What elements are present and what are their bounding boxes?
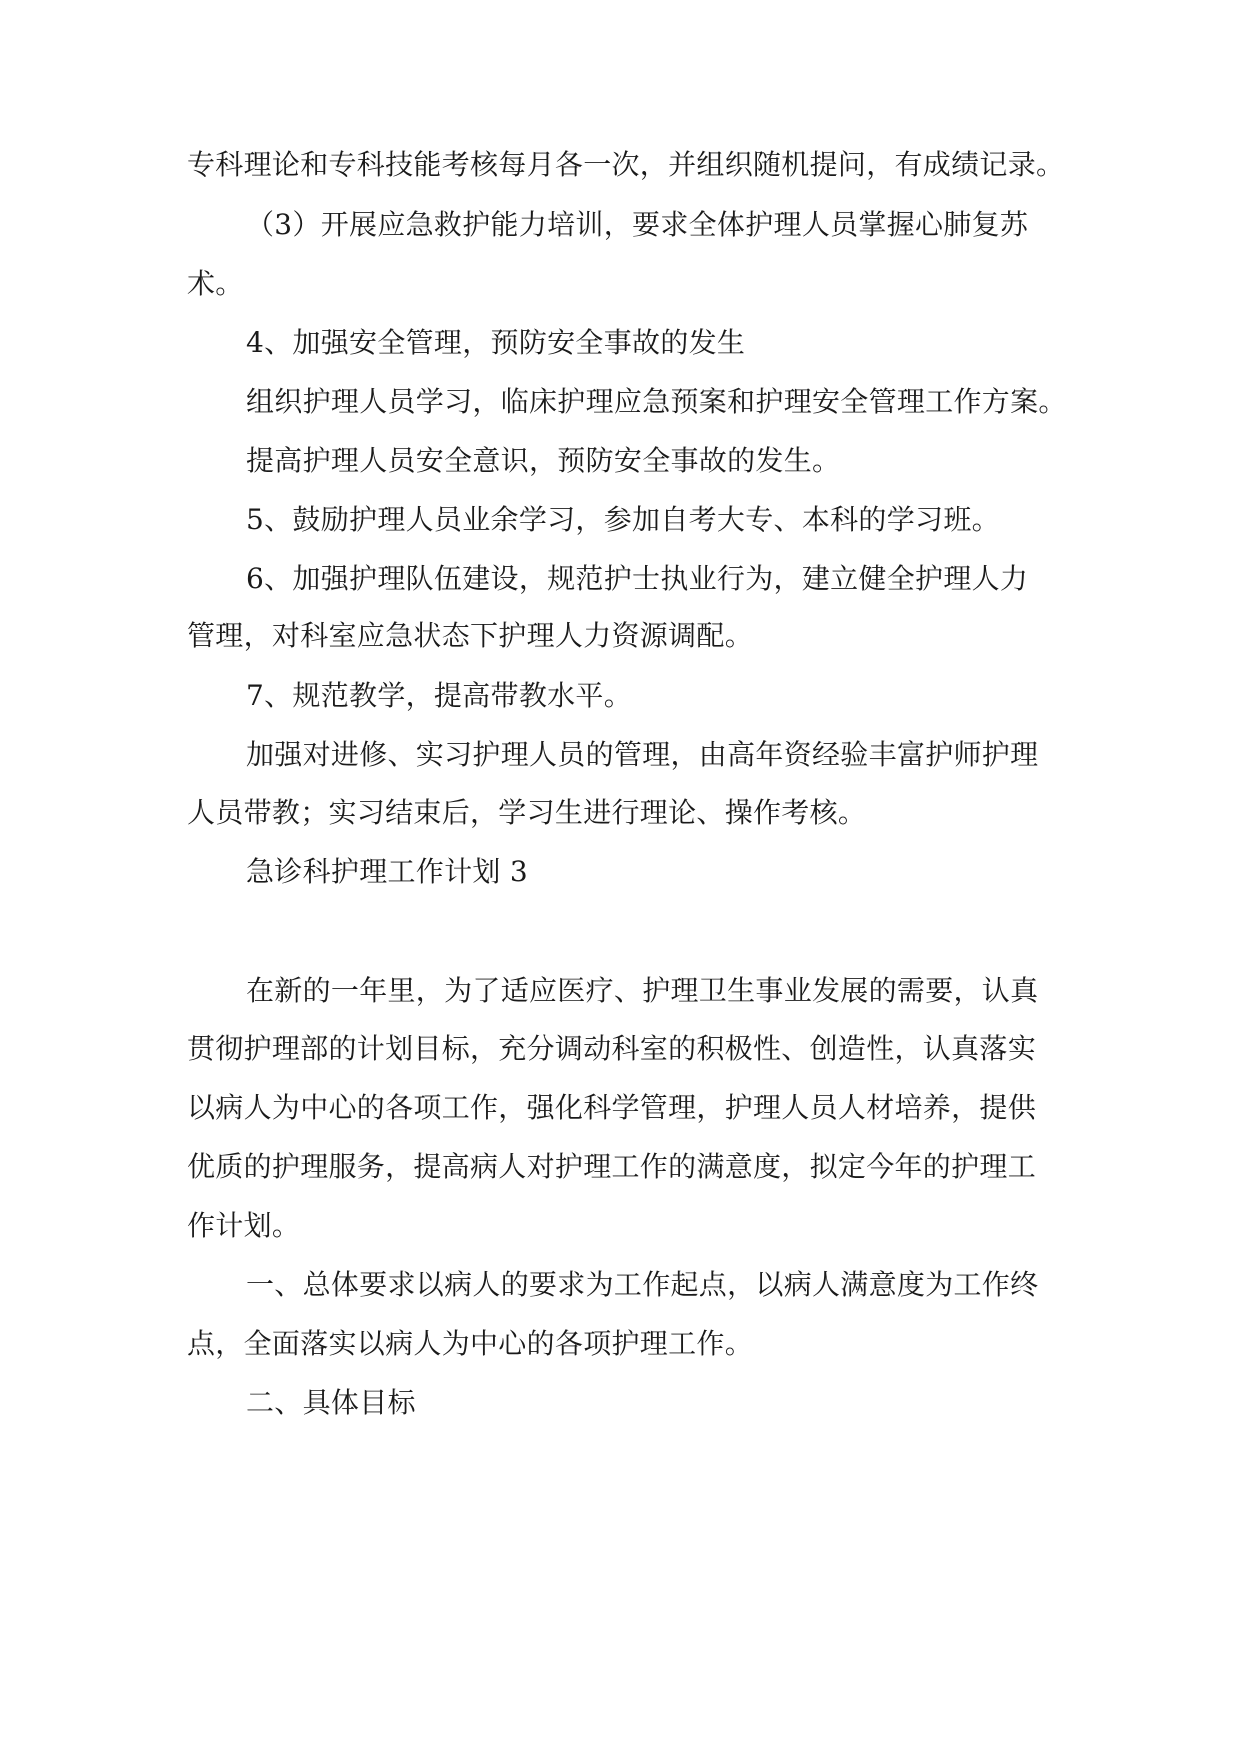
text-line-15: 贯彻护理部的计划目标，充分调动科室的积极性、创造性，认真落实 bbox=[187, 1032, 1037, 1065]
text-line-11: 加强对进修、实习护理人员的管理，由高年资经验丰富护师护理 bbox=[246, 738, 1039, 771]
document-subtitle: 急诊科护理工作计划 3 bbox=[246, 855, 529, 888]
text-line-9: 管理，对科室应急状态下护理人力资源调配。 bbox=[187, 619, 754, 652]
text-line-18: 作计划。 bbox=[187, 1209, 301, 1242]
text-line-5: 组织护理人员学习，临床护理应急预案和护理安全管理工作方案。 bbox=[246, 385, 1067, 418]
text-line-12: 人员带教；实习结束后，学习生进行理论、操作考核。 bbox=[187, 796, 867, 829]
section-heading-4: 4、加强安全管理，预防安全事故的发生 bbox=[246, 326, 746, 359]
text-line-1: 专科理论和专科技能考核每月各一次，并组织随机提问，有成绩记录。 bbox=[187, 148, 1065, 181]
text-line-17: 优质的护理服务，提高病人对护理工作的满意度，拟定今年的护理工 bbox=[187, 1150, 1037, 1183]
section-heading-7: 7、规范教学，提高带教水平。 bbox=[246, 679, 633, 712]
text-line-6: 提高护理人员安全意识，预防安全事故的发生。 bbox=[246, 444, 841, 477]
text-line-2: （3）开展应急救护能力培训，要求全体护理人员掌握心肺复苏 bbox=[246, 208, 1029, 241]
section-heading-specific-goals: 二、具体目标 bbox=[246, 1386, 416, 1419]
text-line-16: 以病人为中心的各项工作，强化科学管理，护理人员人材培养，提供 bbox=[187, 1091, 1037, 1124]
section-heading-5: 5、鼓励护理人员业余学习，参加自考大专、本科的学习班。 bbox=[246, 503, 1000, 536]
text-line-14: 在新的一年里，为了适应医疗、护理卫生事业发展的需要，认真 bbox=[246, 974, 1039, 1007]
text-line-19: 一、总体要求以病人的要求为工作起点，以病人满意度为工作终 bbox=[246, 1268, 1039, 1301]
text-line-3: 术。 bbox=[187, 267, 244, 300]
text-line-20: 点，全面落实以病人为中心的各项护理工作。 bbox=[187, 1327, 754, 1360]
section-heading-6: 6、加强护理队伍建设，规范护士执业行为，建立健全护理人力 bbox=[246, 562, 1029, 595]
